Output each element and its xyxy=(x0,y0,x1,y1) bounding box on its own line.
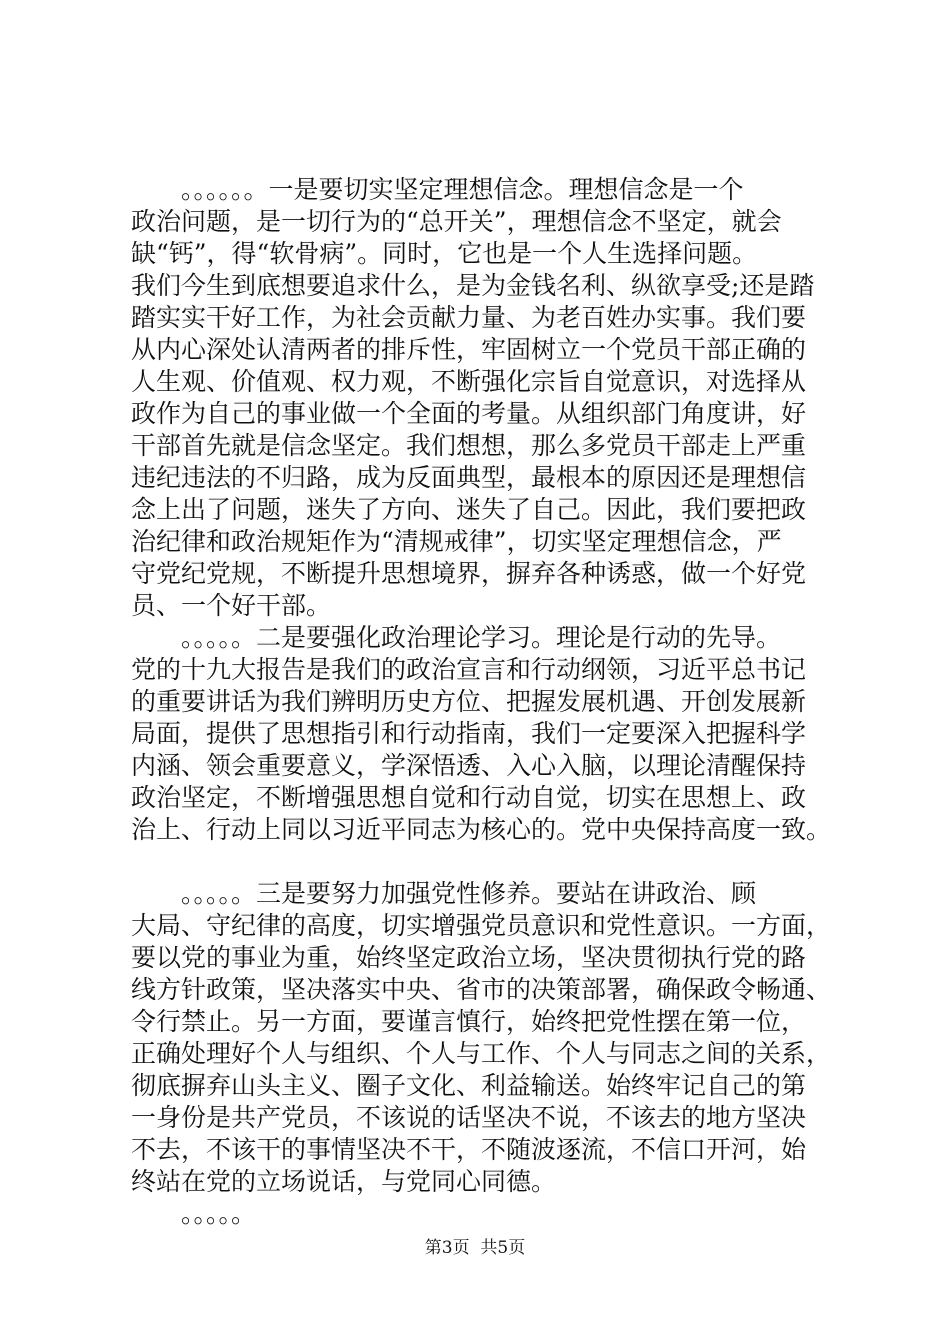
paragraph-line: 。。。。。三是要努力加强党性修养。要站在讲政治、顾 xyxy=(131,879,757,908)
paragraph-line: 。。。。。。一是要切实坚定理想信念。理想信念是一个 xyxy=(131,175,744,204)
paragraph-line: 的重要讲话为我们辨明历史方位、把握发展机遇、开创发展新 xyxy=(131,687,807,716)
paragraph-line: 。。。。。二是要强化政治理论学习。理论是行动的先导。 xyxy=(131,623,782,652)
paragraph-line: 大局、守纪律的高度，切实增强党员意识和党性意识。一方面， xyxy=(131,911,832,940)
paragraph-line: 缺“钙”，得“软骨病”。同时，它也是一个人生选择问题。 xyxy=(131,239,758,268)
paragraph-line: 政治坚定，不断增强思想自觉和行动自觉，切实在思想上、政 xyxy=(131,783,807,812)
paragraph-gap xyxy=(131,846,836,878)
paragraph-line: 我们今生到底想要追求什么，是为金钱名利、纵欲享受;还是踏 xyxy=(131,271,815,300)
paragraph-line: 线方针政策，坚决落实中央、省市的决策部署，确保政令畅通、 xyxy=(131,975,832,1004)
paragraph-line: 要以党的事业为重，始终坚定政治立场，坚决贯彻执行党的路 xyxy=(131,943,807,972)
paragraph-line: 彻底摒弃山头主义、圈子文化、利益输送。始终牢记自己的第 xyxy=(131,1071,807,1100)
paragraph-line: 干部首先就是信念坚定。我们想想，那么多党员干部走上严重 xyxy=(131,431,807,460)
paragraph-line: 员、一个好干部。 xyxy=(131,591,332,620)
paragraph-line: 正确处理好个人与组织、个人与工作、个人与同志之间的关系， xyxy=(131,1039,832,1068)
paragraph-ideals xyxy=(131,174,836,622)
paragraph-line: 违纪违法的不归路，成为反面典型，最根本的原因还是理想信 xyxy=(131,463,807,492)
paragraph-trailing xyxy=(131,1198,836,1230)
paragraph-line: 内涵、领会重要意义，学深悟透、入心入脑，以理论清醒保持 xyxy=(131,751,807,780)
paragraph-party-spirit xyxy=(131,878,836,1198)
paragraph-line: 。。。。。 xyxy=(131,1199,257,1228)
page-number-footer: 第3页 共5页 xyxy=(424,1238,526,1258)
paragraph-line: 治上、行动上同以习近平同志为核心的。党中央保持高度一致。 xyxy=(131,815,832,844)
paragraph-line: 令行禁止。另一方面，要谨言慎行，始终把党性摆在第一位， xyxy=(131,1007,807,1036)
paragraph-line: 党的十九大报告是我们的政治宣言和行动纲领，习近平总书记 xyxy=(131,655,807,684)
paragraph-line: 一身份是共产党员，不该说的话坚决不说，不该去的地方坚决 xyxy=(131,1103,807,1132)
paragraph-line: 政治问题，是一切行为的“总开关”，理想信念不坚定，就会 xyxy=(131,207,782,236)
paragraph-theory-study xyxy=(131,622,836,846)
paragraph-line: 守党纪党规，不断提升思想境界，摒弃各种诱惑，做一个好党 xyxy=(131,559,807,588)
paragraph-line: 不去，不该干的事情坚决不干，不随波逐流，不信口开河，始 xyxy=(131,1135,807,1164)
paragraph-line: 人生观、价值观、权力观，不断强化宗旨自觉意识，对选择从 xyxy=(131,367,807,396)
paragraph-line: 踏实实干好工作，为社会贡献力量、为老百姓办实事。我们要 xyxy=(131,303,807,332)
document-body xyxy=(131,174,836,1230)
paragraph-line: 终站在党的立场说话，与党同心同德。 xyxy=(131,1167,557,1196)
paragraph-line: 治纪律和政治规矩作为“清规戒律”，切实坚定理想信念，严 xyxy=(131,527,782,556)
paragraph-line: 政作为自己的事业做一个全面的考量。从组织部门角度讲，好 xyxy=(131,399,807,428)
paragraph-line: 局面，提供了思想指引和行动指南，我们一定要深入把握科学 xyxy=(131,719,807,748)
paragraph-line: 从内心深处认清两者的排斥性，牢固树立一个党员干部正确的 xyxy=(131,335,807,364)
paragraph-line: 念上出了问题，迷失了方向、迷失了自己。因此，我们要把政 xyxy=(131,495,807,524)
